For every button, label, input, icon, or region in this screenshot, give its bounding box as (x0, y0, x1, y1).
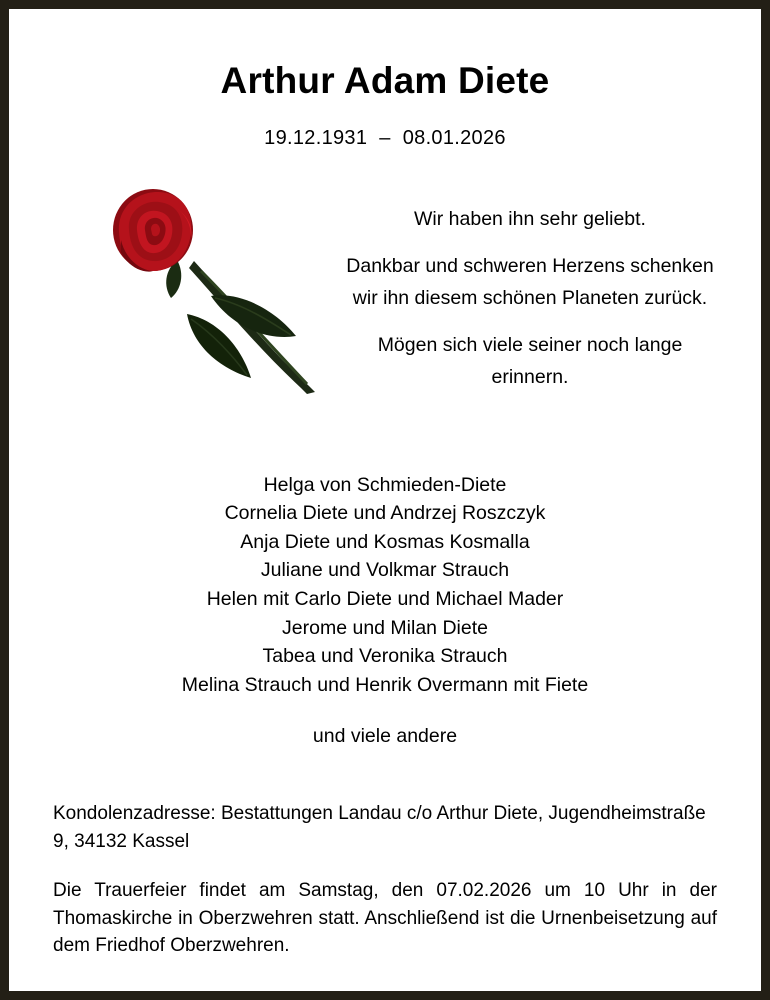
obituary-content (9, 9, 761, 991)
verse-section (53, 176, 717, 421)
list-item: Helga von Schmieden-Diete (263, 473, 507, 496)
list-item: Helen mit Carlo Diete und Michael Mader (206, 587, 564, 610)
page-title: Arthur Adam Diete (220, 60, 550, 101)
condolence-address: Kondolenzadresse: Bestattungen Landau c/o Arthur Diete, Jugendheimstraße 9, 34132 Kassel (53, 803, 706, 852)
list-item: Cornelia Diete und Andrzej Roszczyk (224, 502, 546, 525)
birth-date: 19.12.1931 (264, 126, 368, 149)
verse-line-2: Dankbar und schweren Herzens schenken wir ihn diesem schönen Planeten zurück. (346, 255, 714, 309)
list-item: Jerome und Milan Diete (282, 616, 488, 639)
life-dates (53, 127, 717, 150)
family-names (53, 471, 717, 700)
death-date: 08.01.2026 (402, 126, 506, 149)
date-separator: – (379, 126, 391, 149)
footer-section (53, 800, 717, 960)
verse-line-3: Mögen sich viele seiner noch lange erinnern. (377, 334, 683, 388)
list-item: Juliane und Volkmar Strauch (260, 559, 510, 582)
verse-text (343, 176, 717, 394)
ceremony-details: Die Trauerfeier findet am Samstag, den 07.02.2026 um 10 Uhr in der Thomaskirche in Oberzwehren statt. Anschließend ist die Urnenbeisetzung auf dem Friedhof Oberzwehren. (53, 880, 717, 957)
others-line: und viele andere (312, 725, 458, 748)
list-item: Tabea und Veronika Strauch (262, 645, 508, 668)
list-item: Anja Diete und Kosmas Kosmalla (240, 530, 530, 553)
red-rose-illustration (91, 186, 331, 416)
verse-line-1: Wir haben ihn sehr geliebt. (414, 207, 646, 230)
list-item: Melina Strauch und Henrik Overmann mit Fiete (181, 673, 589, 696)
